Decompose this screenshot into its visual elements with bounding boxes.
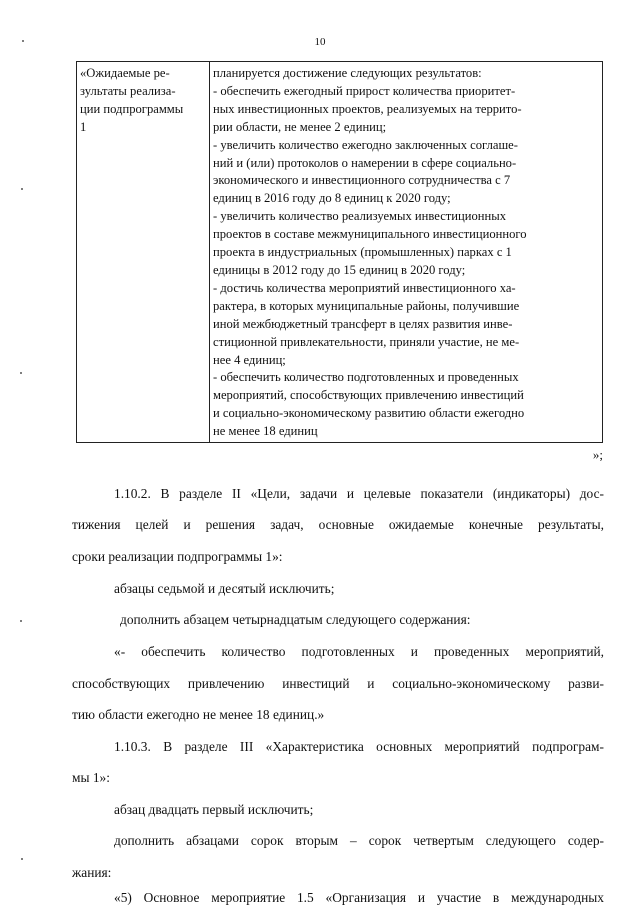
result-line: ний и (или) протоколов о намерении в сфере социально-	[213, 155, 517, 170]
row-value-cell	[210, 62, 603, 443]
scan-speck	[21, 188, 23, 190]
result-line: - достичь количества мероприятий инвестиционного ха-	[213, 280, 516, 295]
result-line: проекта в индустриальных (промышленных) парках с 1	[213, 245, 512, 260]
result-line: иной межбюджетный трансферт в целях развития инве-	[213, 316, 513, 331]
paragraph-line: дополнить абзацами сорок вторым – сорок четвертым следующего содер-	[114, 833, 604, 848]
paragraph-line: жания:	[72, 865, 112, 880]
paragraph-line: дополнить абзацем четырнадцатым следующего содержания:	[120, 612, 471, 627]
paragraph-line: «5) Основное мероприятие 1.5 «Организация и участие в международных	[114, 890, 604, 905]
row-label-line: «Ожидаемые ре-	[80, 66, 170, 80]
paragraph-line: 1.10.3. В разделе III «Характеристика основных мероприятий подпрограм-	[114, 739, 604, 754]
result-line: ных инвестиционных проектов, реализуемых на террито-	[213, 101, 522, 116]
result-line: - увеличить количество реализуемых инвестиционных	[213, 209, 507, 224]
paragraph-line: тижения целей и решения задач, основные ожидаемые конечные результаты,	[72, 517, 604, 532]
scan-speck	[22, 40, 24, 42]
result-line: единицы в 2012 году до 15 единиц в 2020 году;	[213, 262, 466, 277]
result-line: стиционной привлекательности, приняли участие, не ме-	[213, 334, 520, 349]
paragraph-line: абзац двадцать первый исключить;	[114, 802, 314, 817]
result-line: нее 4 единиц;	[213, 352, 286, 367]
result-line: рактера, в которых муниципальные районы, получившие	[213, 298, 520, 313]
result-line: не менее 18 единиц	[213, 424, 318, 439]
result-line: - обеспечить ежегодный прирост количества приоритет-	[213, 83, 516, 98]
result-line: - увеличить количество ежегодно заключенных соглаше-	[213, 137, 518, 152]
result-line: - обеспечить количество подготовленных и проведенных	[213, 370, 519, 385]
paragraph-line: мы 1»:	[72, 770, 110, 785]
paragraph-line: абзацы седьмой и десятый исключить;	[114, 581, 335, 596]
page-number: 10	[314, 36, 326, 48]
row-label-cell	[77, 62, 210, 443]
result-line: планируется достижение следующих результатов:	[213, 66, 482, 80]
paragraph-line: способствующих привлечению инвестиций и социально-экономическому разви-	[72, 676, 604, 691]
paragraph-line: 1.10.2. В разделе II «Цели, задачи и целевые показатели (индикаторы) дос-	[114, 486, 604, 501]
expected-results-row	[77, 62, 603, 443]
row-label-line: 1	[80, 119, 87, 134]
result-line: единиц в 2016 году до 8 единиц к 2020 году;	[213, 191, 451, 206]
result-line: рии области, не менее 2 единиц;	[213, 119, 387, 134]
row-label-line: зультаты реализа-	[80, 83, 176, 98]
table-closing-quote: »;	[592, 447, 603, 462]
paragraph-line: сроки реализации подпрограммы 1»:	[72, 549, 283, 564]
scan-speck	[20, 372, 22, 374]
result-line: проектов в составе межмуниципального инвестиционного	[213, 227, 527, 242]
scan-speck	[21, 858, 23, 860]
row-label-line: ции подпрограммы	[80, 101, 184, 116]
paragraph-line: тию области ежегодно не менее 18 единиц.»	[72, 707, 325, 722]
paragraph-line: «- обеспечить количество подготовленных и проведенных мероприятий,	[114, 644, 604, 659]
result-line: мероприятий, способствующих привлечению инвестиций	[213, 388, 524, 403]
result-line: и социально-экономическому развитию области ежегодно	[213, 406, 525, 421]
subprogram-passport-table	[76, 61, 603, 443]
scan-speck	[20, 620, 22, 622]
result-line: экономического и инвестиционного сотрудничества с 7	[213, 173, 511, 188]
